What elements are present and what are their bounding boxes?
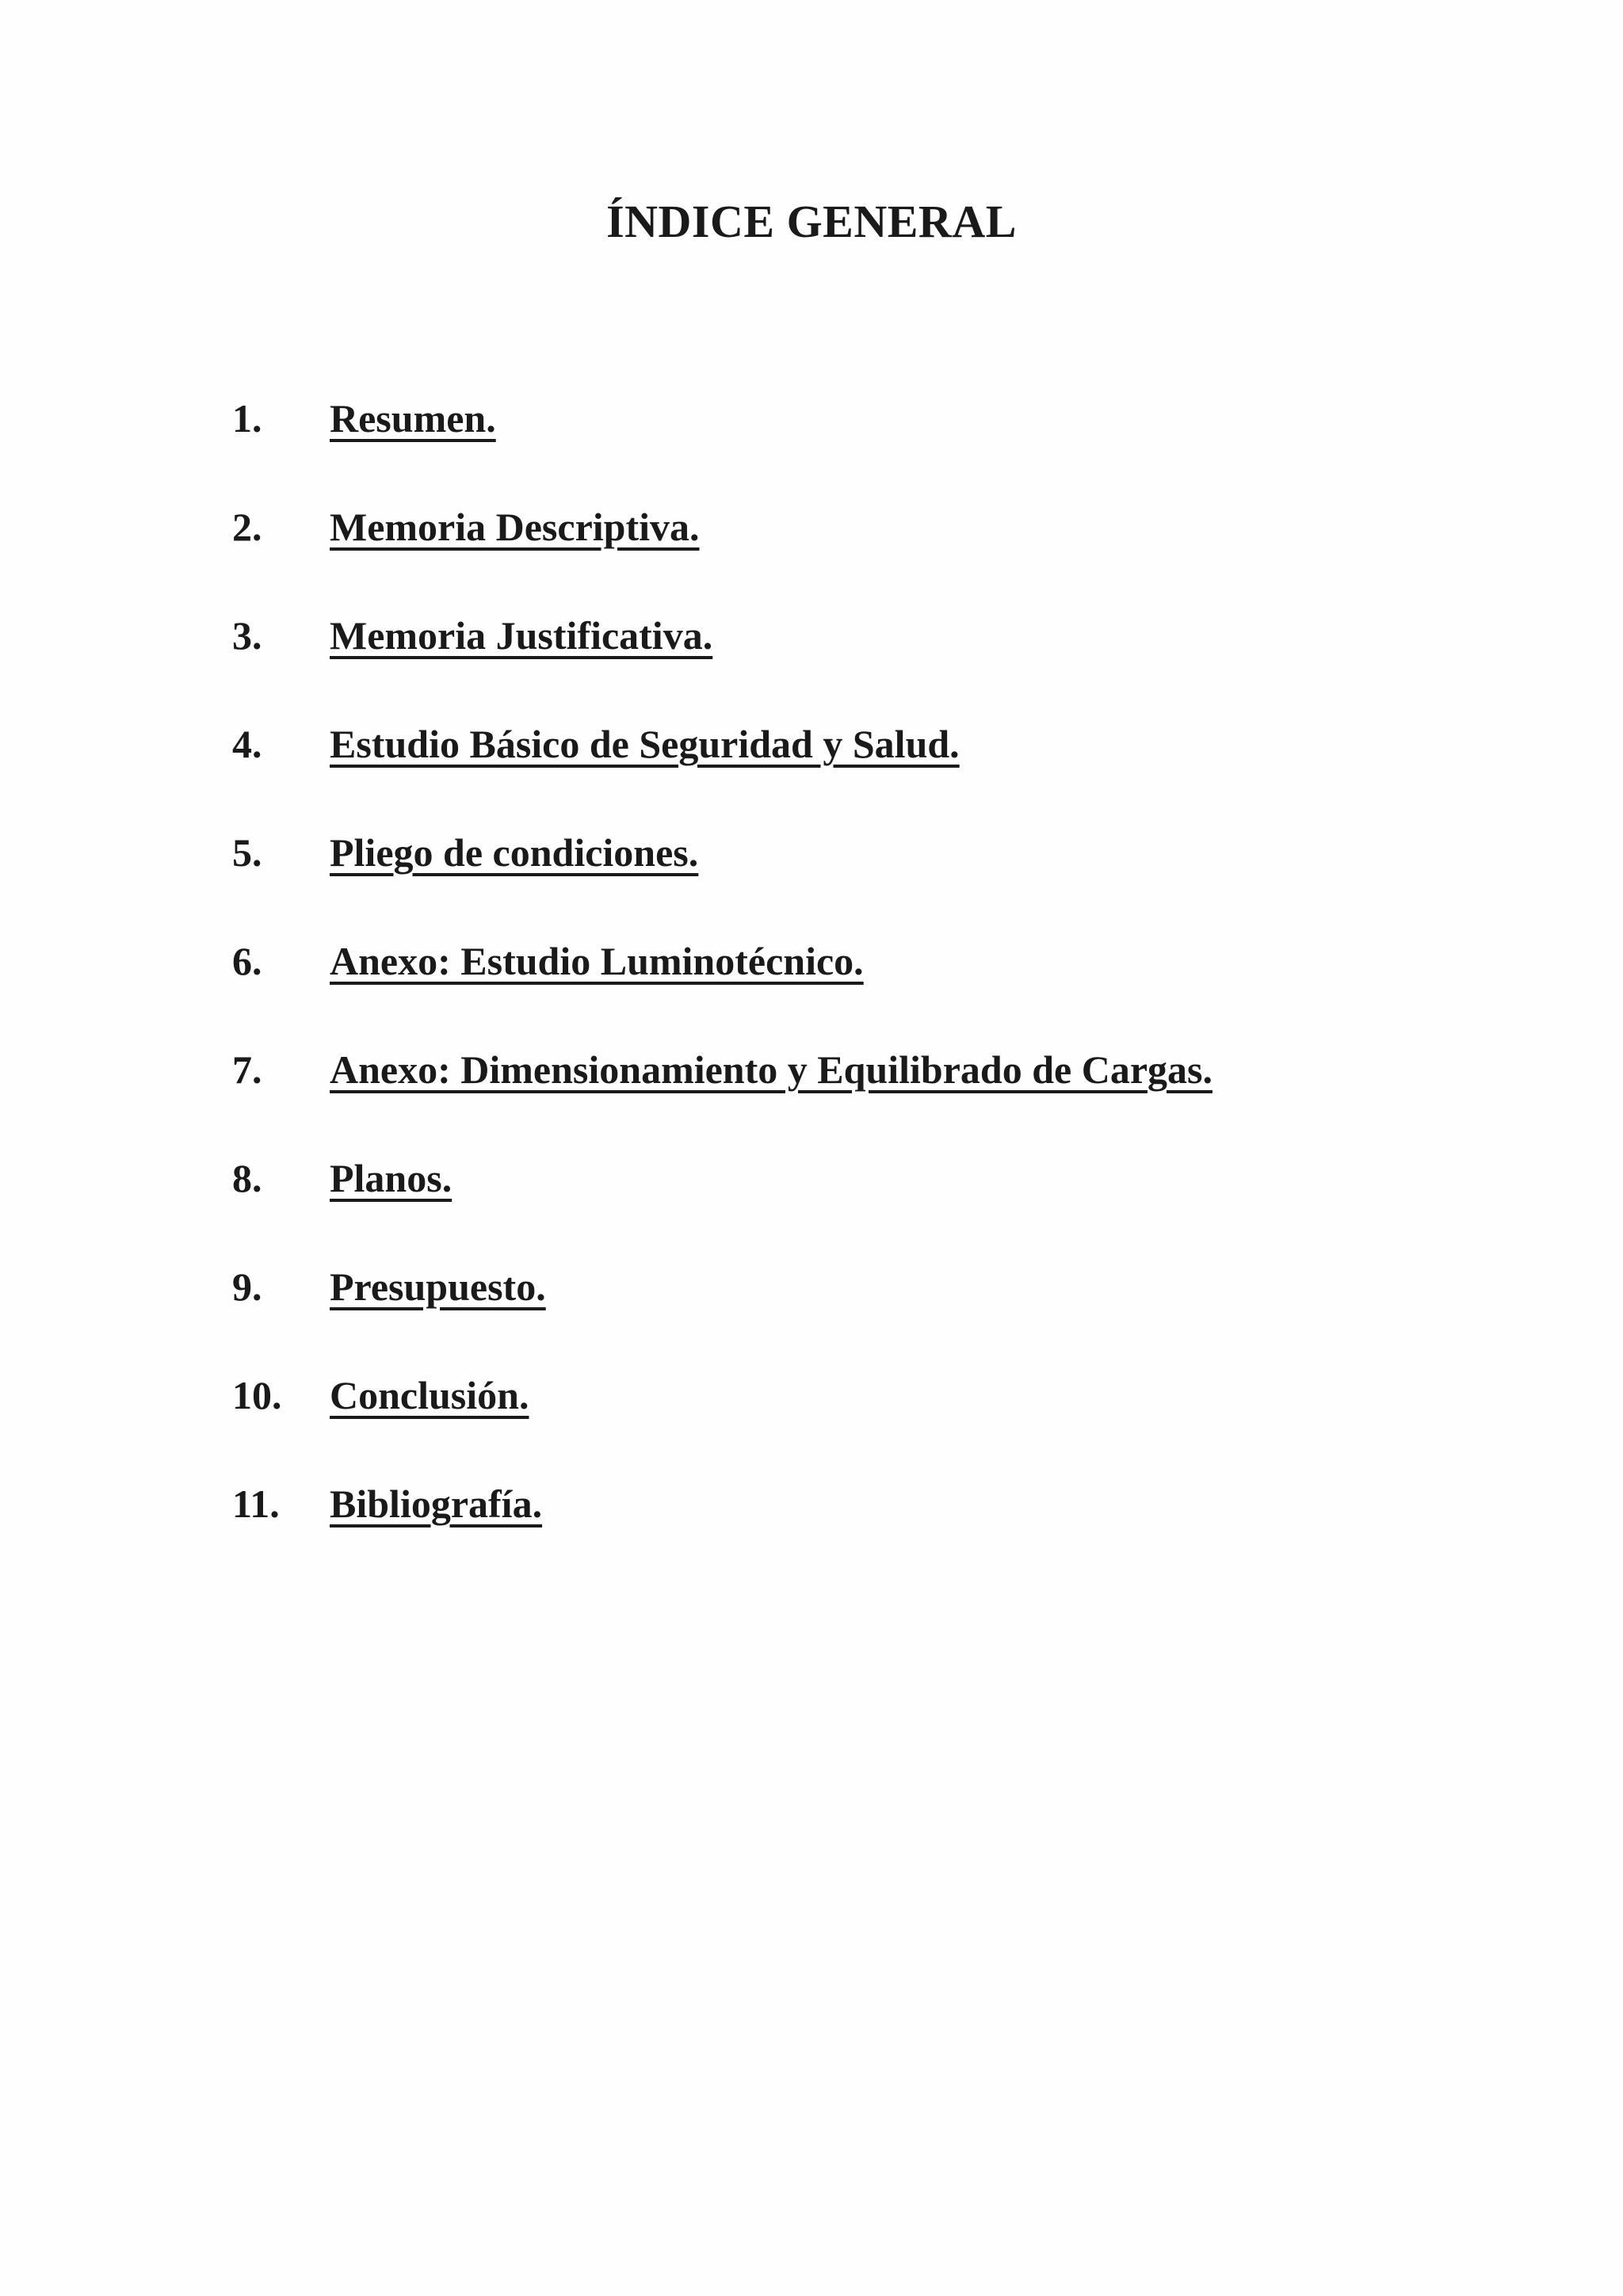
toc-item-estudio-seguridad-salud: [232, 714, 1212, 822]
toc-number: 5.: [232, 830, 262, 875]
toc-number: 1.: [232, 396, 262, 441]
toc-number: 8.: [232, 1156, 262, 1200]
toc-item-dimensionamiento-cargas: [232, 1039, 1212, 1148]
toc-item-resumen: [232, 388, 1212, 497]
toc-link-conclusion[interactable]: Conclusión.: [330, 1373, 529, 1417]
toc-link-planos[interactable]: Planos.: [330, 1156, 453, 1200]
toc-number: 9.: [232, 1264, 262, 1309]
toc-item-pliego-condiciones: [232, 822, 1212, 931]
toc-link-bibliografia[interactable]: Bibliografía.: [330, 1482, 543, 1526]
toc-number: 2.: [232, 505, 262, 549]
toc-number: 7.: [232, 1047, 262, 1092]
toc-number: 6.: [232, 939, 262, 983]
toc-number: 10.: [232, 1373, 282, 1417]
page-title: ÍNDICE GENERAL: [606, 196, 1017, 247]
toc-link-estudio-luminotecnico[interactable]: Anexo: Estudio Luminotécnico.: [330, 939, 864, 983]
toc-number: 4.: [232, 722, 262, 766]
toc-item-conclusion: [232, 1365, 1212, 1474]
toc-item-presupuesto: [232, 1257, 1212, 1365]
toc-item-memoria-justificativa: [232, 605, 1212, 714]
toc-link-pliego-condiciones[interactable]: Pliego de condiciones.: [330, 830, 699, 875]
toc-link-memoria-justificativa[interactable]: Memoria Justificativa.: [330, 613, 713, 658]
toc-item-memoria-descriptiva: [232, 497, 1212, 605]
toc-item-bibliografia: [232, 1474, 1212, 1582]
toc-item-estudio-luminotecnico: [232, 931, 1212, 1039]
toc-link-resumen[interactable]: Resumen.: [330, 396, 496, 441]
toc-number: 3.: [232, 613, 262, 658]
table-of-contents: [232, 388, 1212, 1582]
toc-item-planos: [232, 1148, 1212, 1257]
toc-link-presupuesto[interactable]: Presupuesto.: [330, 1264, 546, 1309]
toc-link-estudio-seguridad-salud[interactable]: Estudio Básico de Seguridad y Salud.: [330, 722, 960, 766]
toc-link-memoria-descriptiva[interactable]: Memoria Descriptiva.: [330, 505, 700, 549]
toc-link-dimensionamiento-cargas[interactable]: Anexo: Dimensionamiento y Equilibrado de Cargas.: [330, 1047, 1212, 1092]
toc-number: 11.: [232, 1482, 280, 1526]
